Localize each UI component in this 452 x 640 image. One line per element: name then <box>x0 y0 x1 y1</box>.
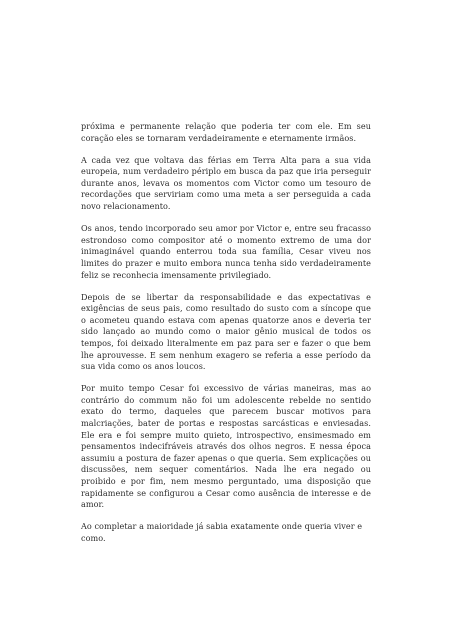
paragraph: Depois de se libertar da responsabilidade e das expectativas e exigências de seus pais, como resultado do susto com a síncope que o acometeu quando estava com apenas quatorze anos e deveria ter sido lançado ao mundo como o maior gênio musical de todos os tempos, foi deixado literalmente em paz para ser e fazer o que bem lhe aprouvesse. E sem nenhum exagero se referia a esse período da sua vida como os anos loucos. <box>81 291 371 372</box>
paragraph: Ao completar a maioridade já sabia exatamente onde queria viver e como. <box>81 521 363 543</box>
paragraph: A cada vez que voltava das férias em Terra Alta para a sua vida europeia, num verdadeiro périplo em busca da paz que iria perseguir durante anos, levava os momentos com Victor como um tesouro de recordações que serviriam como uma meta a ser perseguida a cada novo relacionamento. <box>81 154 371 212</box>
paragraph: Por muito tempo Cesar foi excessivo de várias maneiras, mas ao contrário do commum não foi um adolescente rebelde no sentido exato do termo, daqueles que parecem buscar motivos para malcriações, bater de portas e respostas sarcásticas e enviesadas. Ele era e foi sempre muito quieto, introspectivo, ensimesmado em pensamentos indecifráveis através dos olhos negros. E nessa época assumiu a postura de fazer apenas o que queria. Sem explicações ou discussões, nem sequer comentários. Nada lhe era negado ou proibido e por fim, nem mesmo perguntado, uma disposição que rapidamente se configurou a Cesar como ausência de interesse e de amor. <box>81 383 371 510</box>
paragraph: próxima e permanente relação que poderia ter com ele. Em seu coração eles se tornaram verdadeiramente e eternamente irmãos. <box>81 121 371 143</box>
paragraph: Os anos, tendo incorporado seu amor por Victor e, entre seu fracasso estrondoso como compositor até o momento extremo de uma dor inimaginável quando enterrou toda sua família, Cesar viveu nos limites do prazer e muito embora nunca tenha sido verdadeiramente feliz se reconhecia imensamente privilegiado. <box>81 223 371 280</box>
body-text <box>81 121 371 555</box>
